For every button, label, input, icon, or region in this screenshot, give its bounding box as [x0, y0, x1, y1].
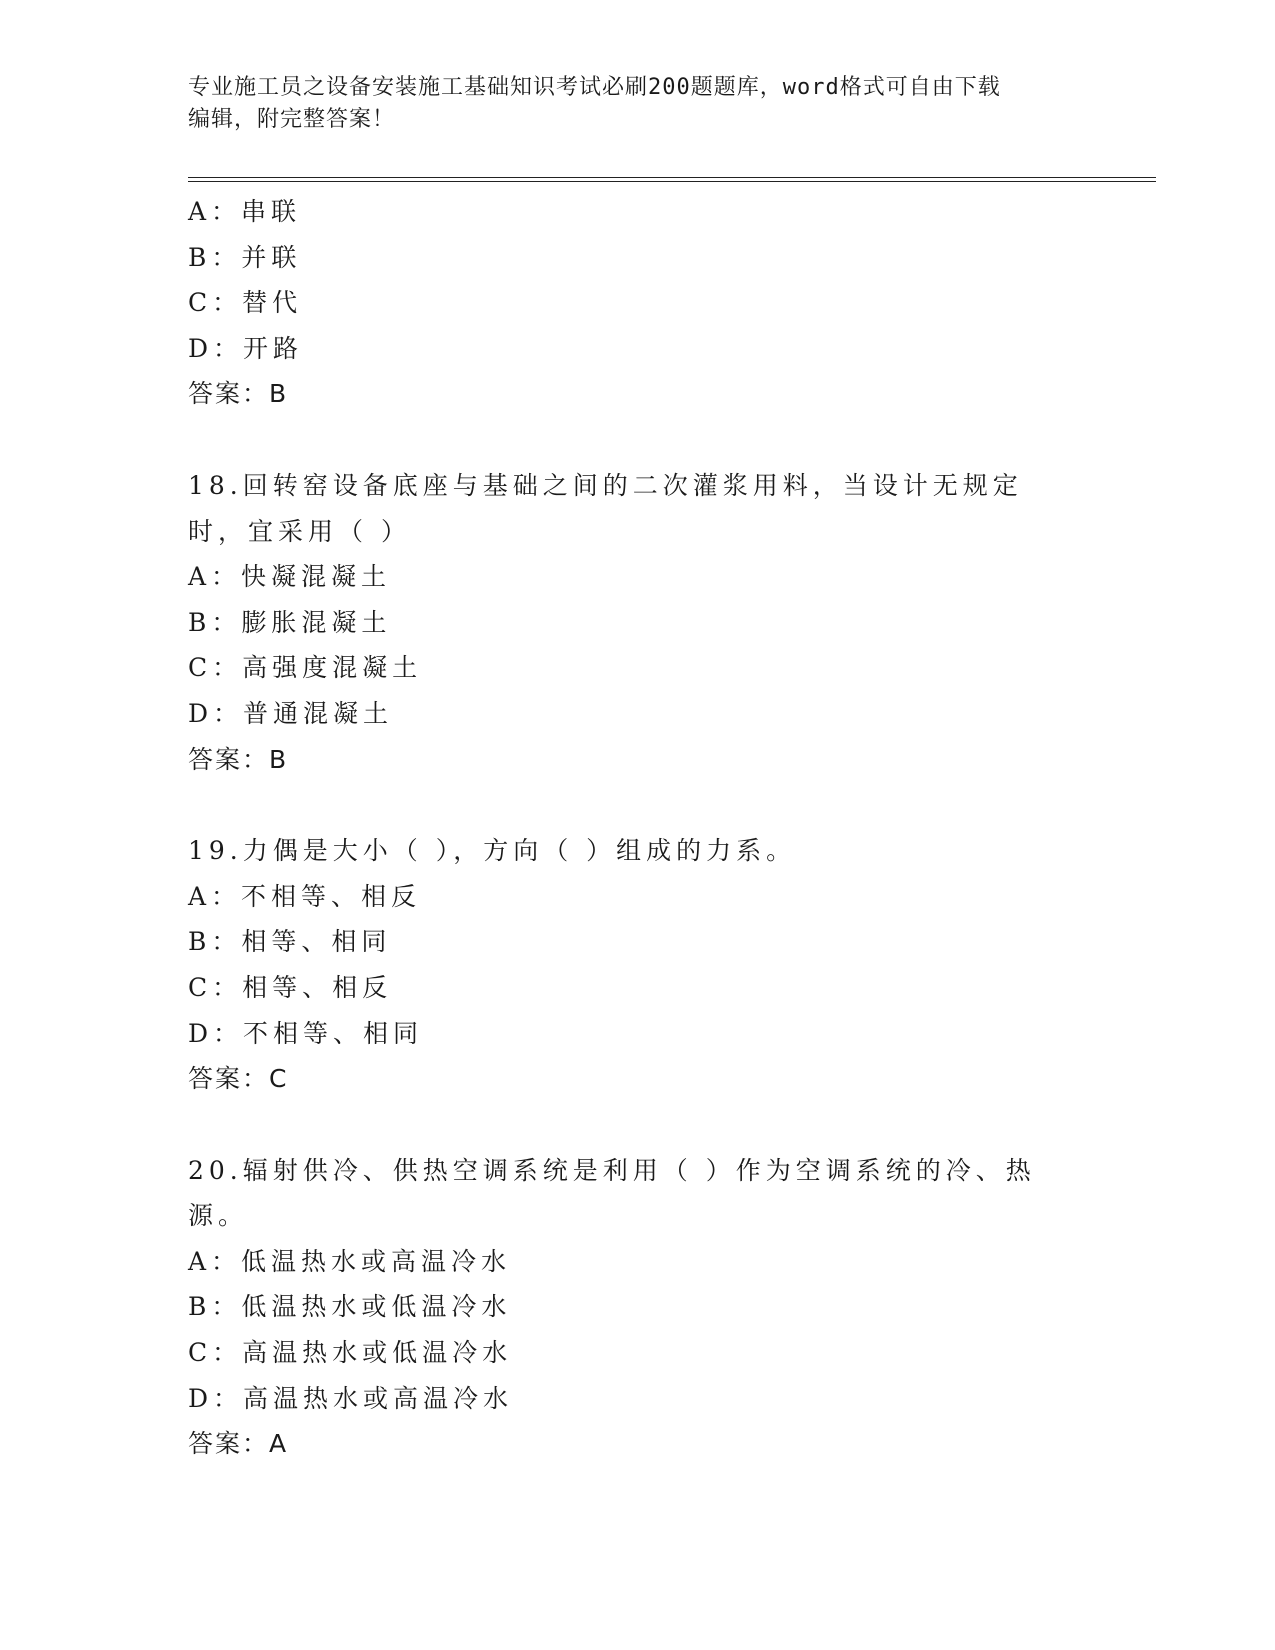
option-d: D：开路 [188, 333, 304, 363]
question-block-19 [188, 828, 1088, 1102]
question-block-18 [188, 463, 1088, 782]
question-text: 18.回转窑设备底座与基础之间的二次灌浆用料，当设计无规定时，宜采用（ ） [188, 470, 1023, 546]
option-c: C：高强度混凝土 [188, 653, 423, 683]
answer-line: 答案：A [188, 1429, 289, 1459]
option-c: C：相等、相反 [188, 972, 393, 1002]
option-c: C：替代 [188, 288, 303, 318]
question-text: 20.辐射供冷、供热空调系统是利用（ ）作为空调系统的冷、热源。 [188, 1155, 1036, 1231]
question-block-17 [188, 189, 1088, 417]
option-a: A：不相等、相反 [188, 881, 422, 911]
answer-line: 答案：B [188, 379, 289, 409]
header-divider-bottom [188, 181, 1156, 182]
question-list [188, 189, 1088, 1467]
block-spacer [188, 782, 1088, 828]
document-header [188, 72, 1068, 136]
option-b: B：膨胀混凝土 [188, 607, 392, 637]
option-d: D：不相等、相同 [188, 1018, 424, 1048]
option-a: A：低温热水或高温冷水 [188, 1246, 512, 1276]
option-d: D：高温热水或高温冷水 [188, 1383, 514, 1413]
option-b: B：相等、相同 [188, 927, 392, 957]
question-block-20 [188, 1148, 1088, 1467]
option-a: A：串联 [188, 197, 302, 226]
question-text: 19.力偶是大小（ ），方向（ ）组成的力系。 [188, 836, 797, 866]
option-a: A：快凝混凝土 [188, 562, 392, 592]
header-line-1: 专业施工员之设备安装施工基础知识考试必刷200题题库，word格式可自由下载 [188, 75, 1001, 100]
header-divider-top [188, 177, 1156, 178]
option-b: B：低温热水或低温冷水 [188, 1292, 512, 1322]
block-spacer [188, 1102, 1088, 1148]
option-d: D：普通混凝土 [188, 698, 394, 728]
option-c: C：高温热水或低温冷水 [188, 1338, 513, 1368]
block-spacer [188, 417, 1088, 463]
header-line-2: 编辑，附完整答案！ [188, 107, 396, 132]
answer-line: 答案：B [188, 744, 289, 774]
option-b: B：并联 [188, 242, 302, 272]
answer-line: 答案：C [188, 1064, 289, 1094]
